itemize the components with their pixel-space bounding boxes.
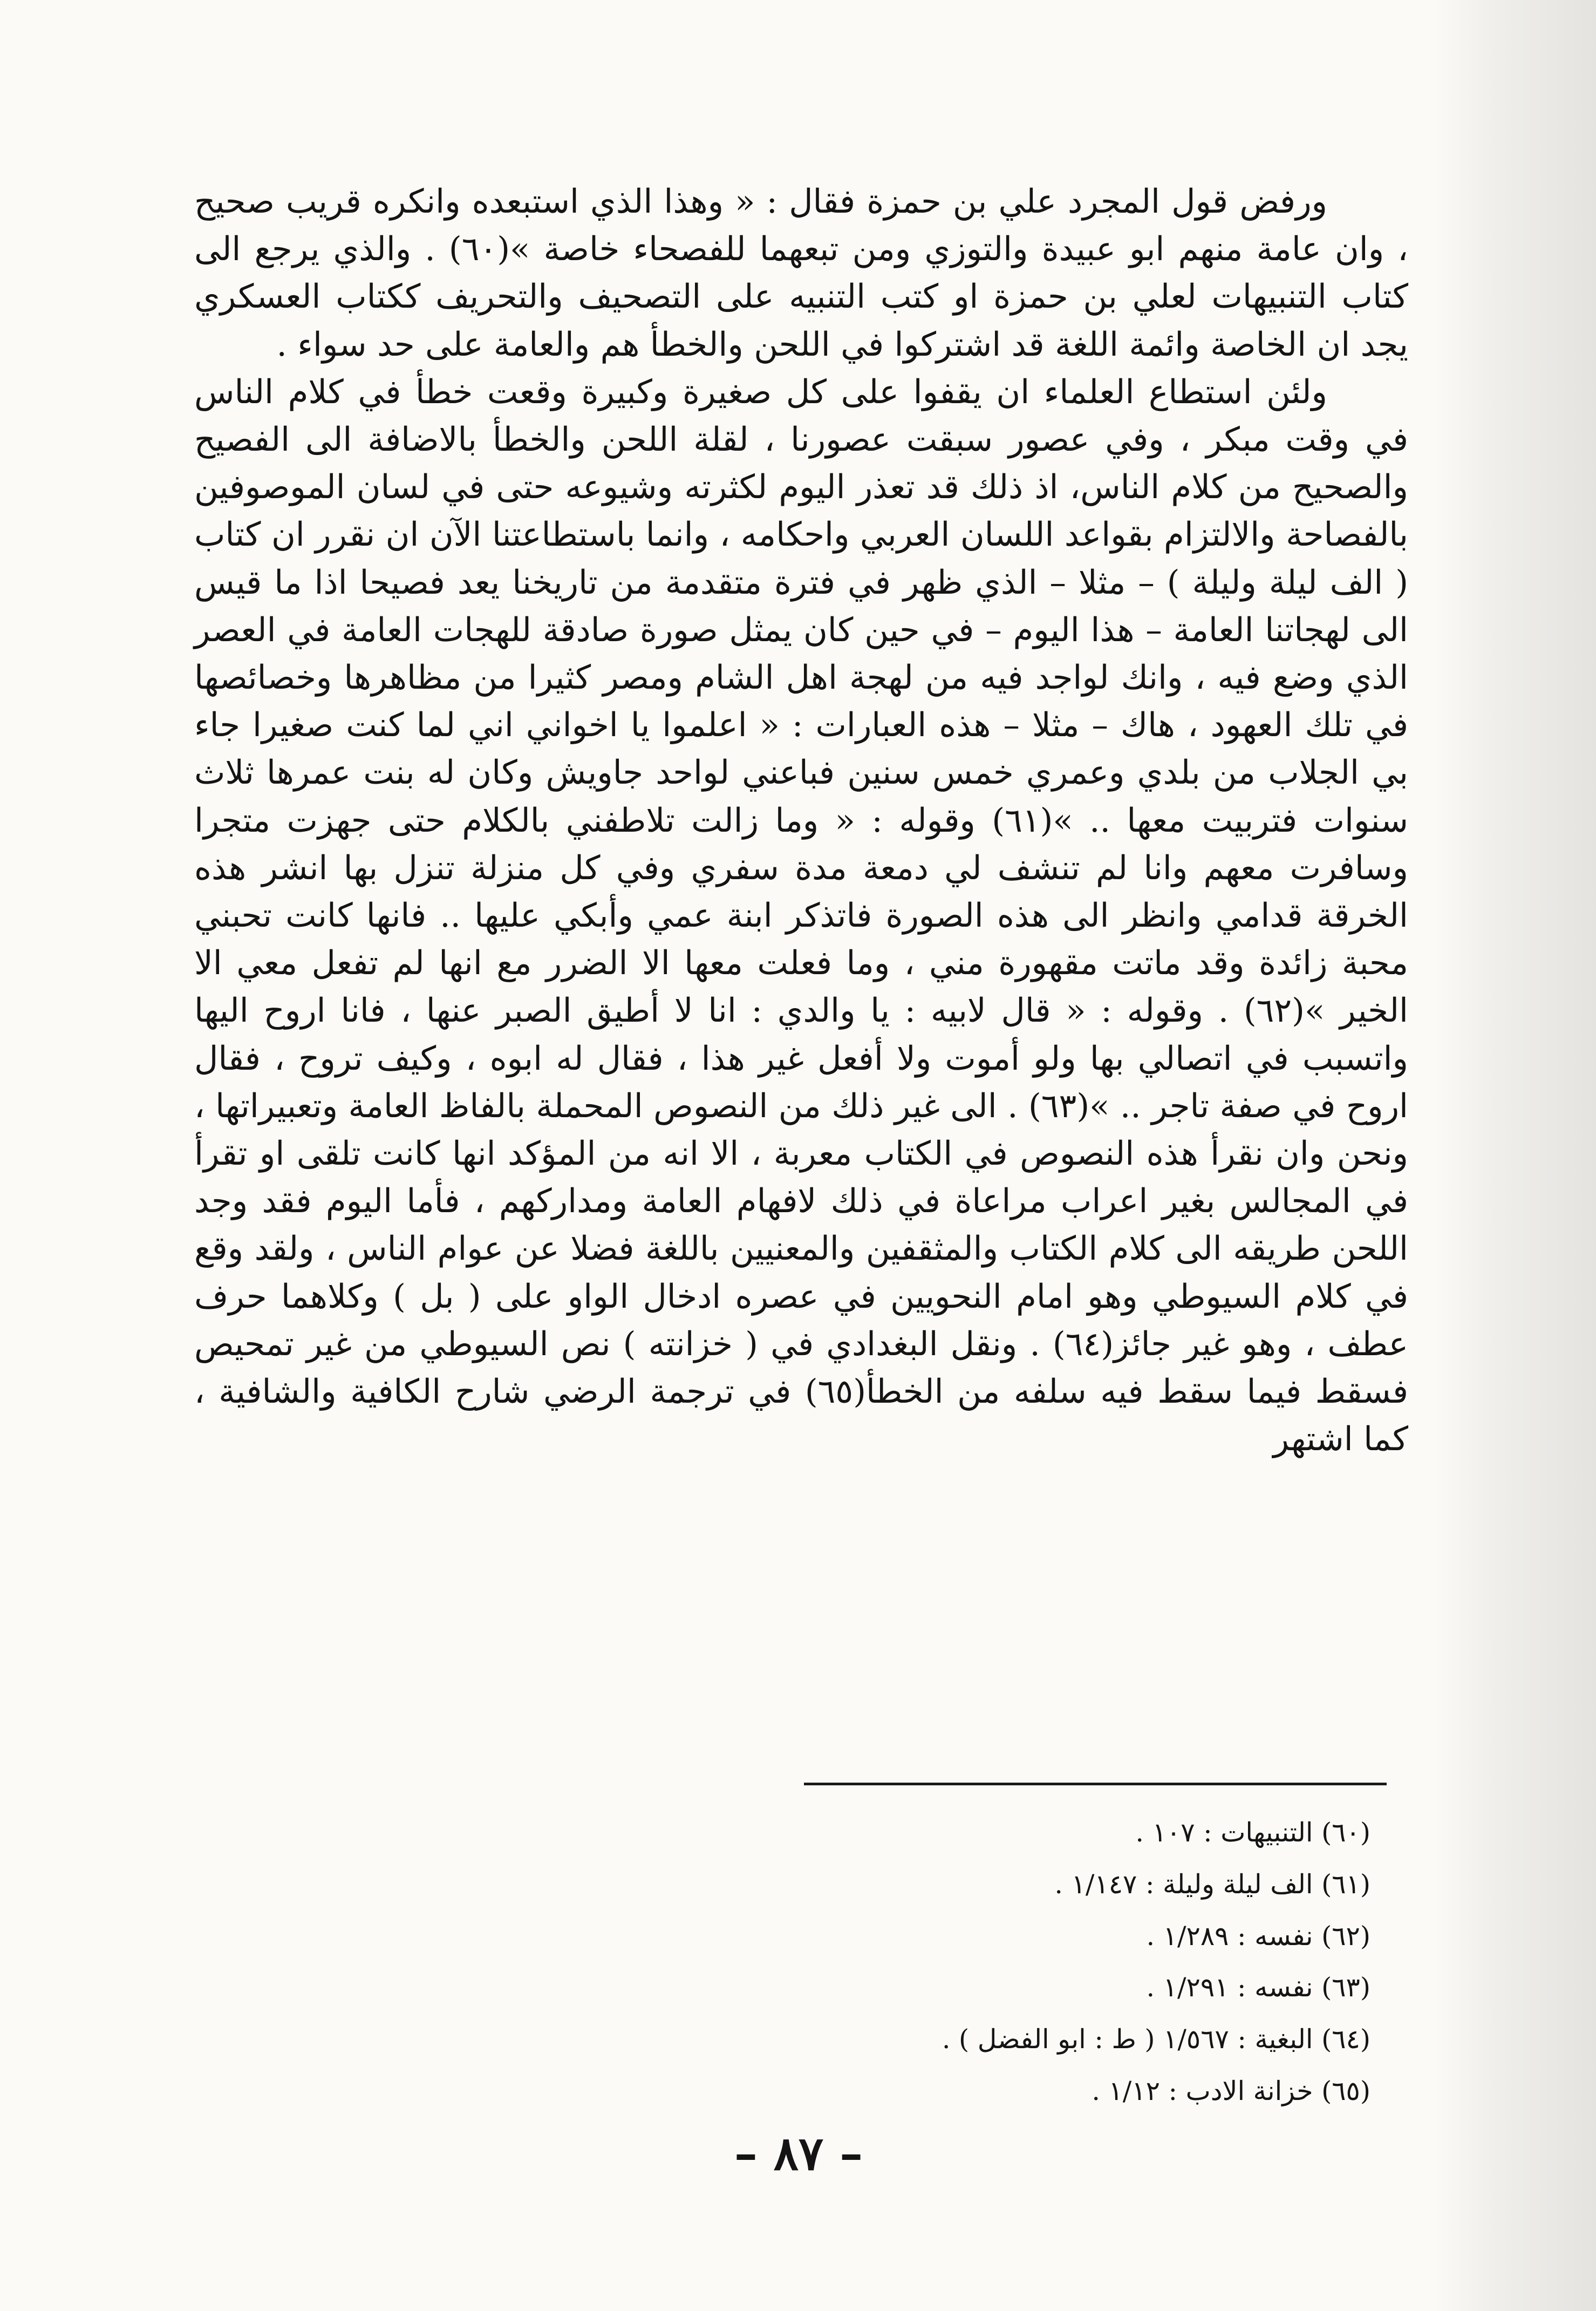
paragraph-1: ورفض قول المجرد علي بن حمزة فقال : « وهذا الذي استبعده وانكره قريب صحيح ، وان عامة منهم ابو عبيدة والتوزي ومن تبعهما للفصحاء خاصة »(٦٠) . والذي يرجع الى كتاب التنبيهات لعلي بن حمزة او كتب التنبيه على التصحيف والتحريف ككتاب العسكري يجد ان الخاصة وائمة اللغة قد اشتركوا في اللحن والخطأ هم والعامة على حد سواء .	[194, 182, 1408, 364]
footnote-61: (٦١) الف ليلة وليلة : ١/١٤٧ .	[1054, 1868, 1370, 1900]
footnote-63: (٦٣) نفسه : ١/٢٩١ .	[1146, 1972, 1370, 2003]
page-edge-shadow	[1434, 0, 1596, 2311]
paragraph-2: ولئن استطاع العلماء ان يقفوا على كل صغيرة وكبيرة وقعت خطأ في كلام الناس في وقت مبكر ، وفي عصور سبقت عصورنا ، لقلة اللحن والخطأ بالاضافة الى الفصيح والصحيح من كلام الناس، اذ ذلك قد تعذر اليوم لكثرته وشيوعه حتى في لسان الموصوفين بالفصاحة والالتزام بقواعد اللسان العربي واحكامه ، وانما باستطاعتنا الآن ان نقرر ان كتاب ( الف ليلة وليلة ) – مثلا – الذي ظهر في فترة متقدمة من تاريخنا يعد فصيحا اذا ما قيس الى لهجاتنا العامة – هذا اليوم – في حين كان يمثل صورة صادقة للهجات العامة في العصر الذي وضع فيه ، وانك لواجد فيه من لهجة اهل الشام ومصر كثيرا من مظاهرها وخصائصها في تلك العهود ، هاك – مثلا – هذه العبارات : « اعلموا يا اخواني اني لما كنت صغيرا جاء بي الجلاب من بلدي وعمري خمس سنين فباعني لواحد جاويش وكان له بنت عمرها ثلاث سنوات فتربيت معها .. »(٦١) وقوله : « وما زالت تلاطفني بالكلام حتى جهزت متجرا وسافرت معهم وانا لم تنشف لي دمعة مدة سفري وفي كل منزلة تنزل بها انشر هذه الخرقة قدامي وانظر الى هذه الصورة فاتذكر ابنة عمي وأبكي عليها .. فانها كانت تحبني محبة زائدة وقد ماتت مقهورة مني ، وما فعلت معها الا الضرر مع انها لم تفعل معي الا الخير »(٦٢) . وقوله : « قال لابيه : يا والدي : انا لا أطيق الصبر عنها ، فانا اروح اليها واتسبب في اتصالي بها ولو أموت ولا أفعل غير هذا ، فقال له ابوه ، وكيف تروح ، فقال اروح في صفة تاجر .. »(٦٣) . الى غير ذلك من النصوص المحملة بالفاظ العامة وتعبيراتها ، ونحن وان نقرأ هذه النصوص في الكتاب معربة ، الا انه من المؤكد انها كانت تلقى او تقرأ في المجالس بغير اعراب مراعاة في ذلك لافهام العامة ومداركهم ، فأما اليوم فقد وجد اللحن طريقه الى كلام الكتاب والمثقفين والمعنيين باللغة فضلا عن عوام الناس ، ولقد وقع في كلام السيوطي وهو امام النحويين في عصره ادخال الواو على ( بل ) وكلاهما حرف عطف ، وهو غير جائز(٦٤) . ونقل البغدادي في ( خزانته ) نص السيوطي من غير تمحيص فسقط فيما سقط فيه سلفه من الخطأ(٦٥) في ترجمة الرضي شارح الكافية والشافية ، كما اشتهر	[194, 372, 1408, 1459]
footnotes	[540, 1807, 1370, 2117]
footnote-separator	[804, 1783, 1387, 1785]
footnote-60: (٦٠) التنبيهات : ١٠٧ .	[1135, 1817, 1370, 1848]
footnote-64: (٦٤) البغية : ١/٥٦٧ ( ط : ابو الفضل ) .	[942, 2024, 1370, 2055]
footnote-65: (٦٥) خزانة الادب : ١/١٢ .	[1092, 2075, 1370, 2106]
body-text	[194, 178, 1408, 1463]
page-number: – ٨٧ –	[734, 2126, 863, 2181]
footnote-62: (٦٢) نفسه : ١/٢٨٩ .	[1146, 1920, 1370, 1952]
